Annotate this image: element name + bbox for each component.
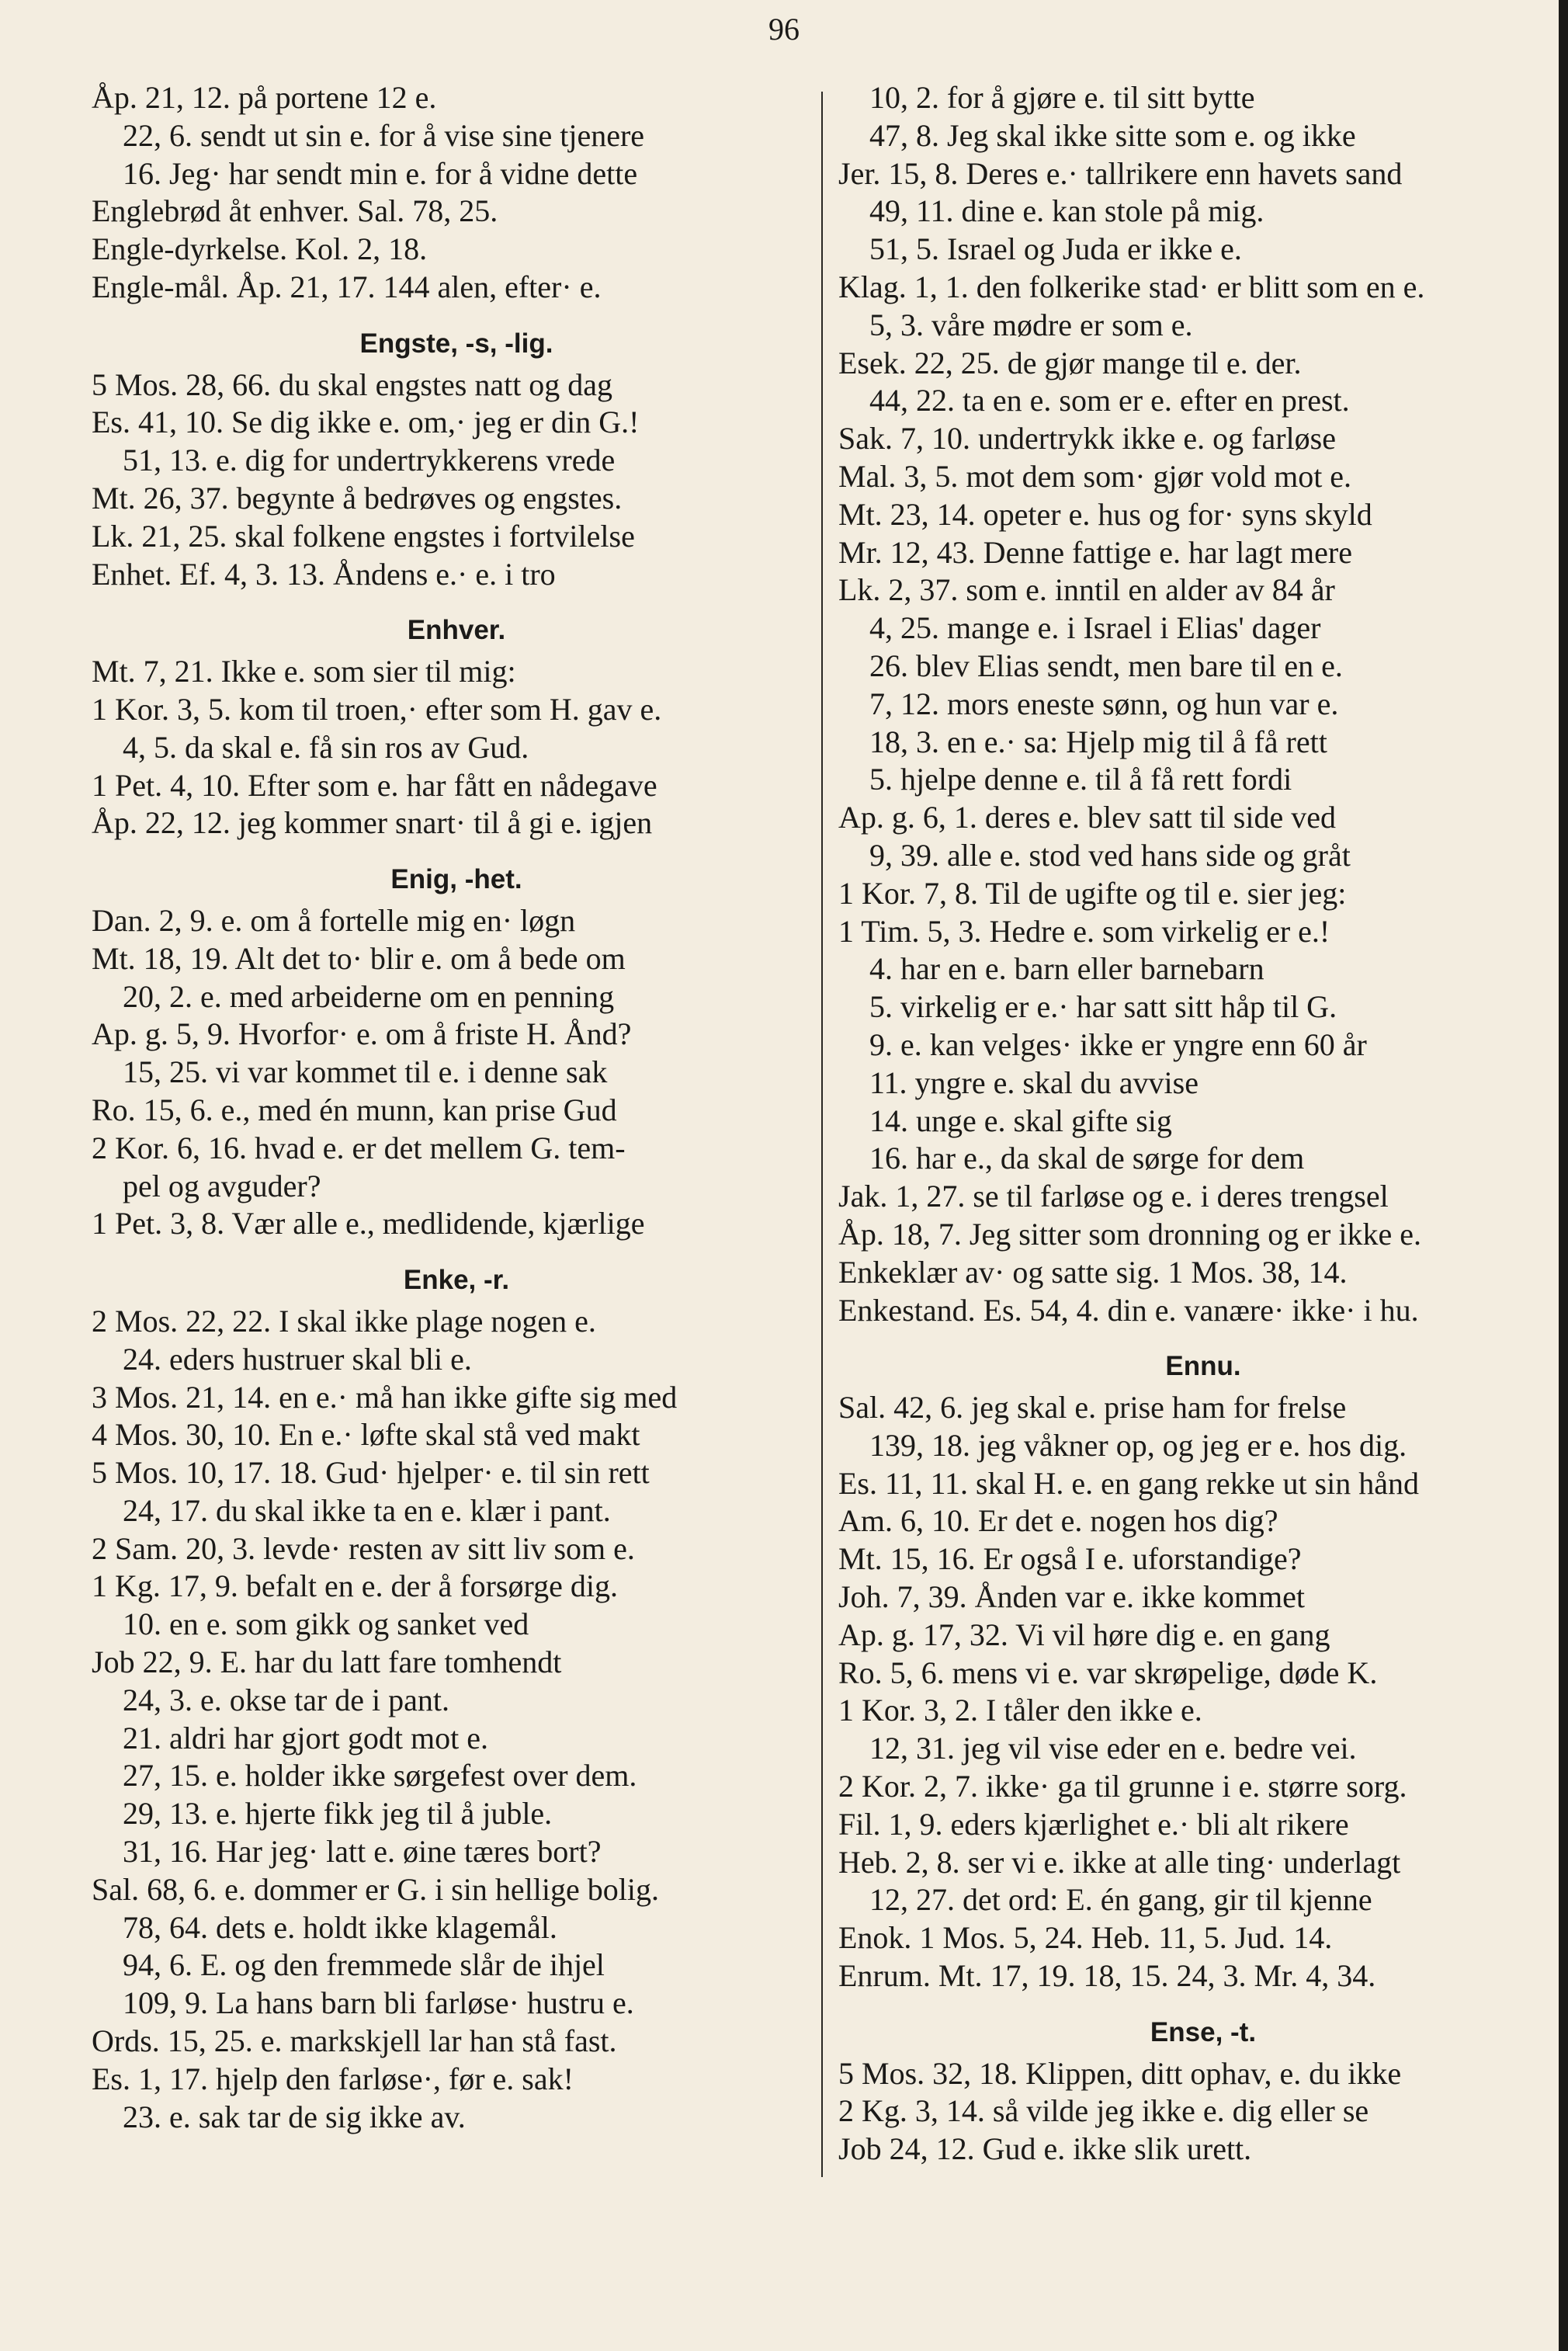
concordance-line: 5 Mos. 32, 18. Klippen, ditt ophav, e. du ikke <box>838 2055 1402 2091</box>
concordance-line: 44, 22. ta en e. som er e. efter en prest. <box>869 383 1350 418</box>
concordance-line: Engle-mål. Åp. 21, 17. 144 alen, efter· e. <box>92 269 602 304</box>
concordance-line: 49, 11. dine e. kan stole på mig. <box>869 193 1264 229</box>
concordance-line: 22, 6. sendt ut sin e. for å vise sine tjenere <box>123 117 645 153</box>
concordance-line: Lk. 21, 25. skal folkene engstes i fortvilelse <box>92 518 635 554</box>
concordance-line: Fil. 1, 9. eders kjærlighet e.· bli alt rikere <box>838 1806 1349 1842</box>
concordance-line: 20, 2. e. med arbeiderne om en penning <box>123 978 615 1014</box>
left-column <box>92 79 821 2136</box>
column-divider <box>821 92 823 2177</box>
concordance-line: 12, 31. jeg vil vise eder en e. bedre vei. <box>869 1731 1357 1766</box>
concordance-line: 5, 3. våre mødre er som e. <box>869 307 1193 342</box>
concordance-line: Mt. 7, 21. Ikke e. som sier til mig: <box>92 654 516 689</box>
page-number: 96 <box>768 12 800 47</box>
concordance-line: Engle-dyrkelse. Kol. 2, 18. <box>92 231 428 267</box>
concordance-line: 11. yngre e. skal du avvise <box>869 1064 1199 1100</box>
concordance-line: 14. unge e. skal gifte sig <box>869 1103 1172 1138</box>
concordance-line: 5 Mos. 10, 17. 18. Gud· hjelper· e. til sin rett <box>92 1455 650 1491</box>
concordance-line: Ro. 15, 6. e., med én munn, kan prise Gud <box>92 1092 617 1127</box>
concordance-line: 4. har en e. barn eller barnebarn <box>869 951 1264 987</box>
concordance-line: Mt. 15, 16. Er også I e. uforstandige? <box>838 1541 1302 1577</box>
concordance-line: Mt. 26, 37. begynte å bedrøves og engstes. <box>92 480 623 516</box>
entry-heading: Engste, -s, -lig. <box>359 328 553 359</box>
concordance-line: 9, 39. alle e. stod ved hans side og gråt <box>869 837 1351 873</box>
concordance-line: Ords. 15, 25. e. markskjell lar han stå fast. <box>92 2023 617 2059</box>
concordance-line: 4, 5. da skal e. få sin ros av Gud. <box>123 729 529 765</box>
concordance-line: Sal. 68, 6. e. dommer er G. i sin hellige bolig. <box>92 1871 659 1907</box>
entry-heading: Ennu. <box>1165 1351 1241 1382</box>
concordance-line: Åp. 22, 12. jeg kommer snart· til å gi e. igjen <box>92 805 653 841</box>
concordance-line: Esek. 22, 25. de gjør mange til e. der. <box>838 345 1302 380</box>
concordance-line: 16. Jeg· har sendt min e. for å vidne dette <box>123 155 638 191</box>
concordance-line: Enkeklær av· og satte sig. 1 Mos. 38, 14. <box>838 1254 1348 1290</box>
concordance-line: Es. 11, 11. skal H. e. en gang rekke ut sin hånd <box>838 1465 1419 1501</box>
concordance-line: 109, 9. La hans barn bli farløse· hustru e. <box>123 1985 634 2021</box>
concordance-line: 94, 6. E. og den fremmede slår de ihjel <box>123 1947 605 1983</box>
concordance-line: 15, 25. vi var kommet til e. i denne sak <box>123 1054 608 1090</box>
concordance-line: Åp. 21, 12. på portene 12 e. <box>92 80 437 115</box>
concordance-line: 139, 18. jeg våkner op, og jeg er e. hos dig. <box>869 1427 1407 1463</box>
concordance-line: 18, 3. en e.· sa: Hjelp mig til å få rett <box>869 724 1327 759</box>
concordance-line: Jak. 1, 27. se til farløse og e. i deres trengsel <box>838 1179 1389 1214</box>
entry-heading: Ense, -t. <box>1150 2016 1257 2047</box>
concordance-line: Am. 6, 10. Er det e. nogen hos dig? <box>838 1503 1278 1539</box>
concordance-line: 26. blev Elias sendt, men bare til en e. <box>869 648 1343 683</box>
concordance-line: 2 Kg. 3, 14. så vilde jeg ikke e. dig eller se <box>838 2093 1369 2129</box>
concordance-line: Ap. g. 17, 32. Vi vil høre dig e. en gang <box>838 1617 1330 1652</box>
concordance-line: 1 Pet. 3, 8. Vær alle e., medlidende, kjærlige <box>92 1206 645 1241</box>
concordance-line: 5. hjelpe denne e. til å få rett fordi <box>869 762 1292 797</box>
concordance-line: 51, 13. e. dig for undertrykkerens vrede <box>123 443 616 478</box>
concordance-line: 31, 16. Har jeg· latt e. øine tæres bort? <box>123 1834 602 1870</box>
concordance-line: 24. eders hustruer skal bli e. <box>123 1341 472 1377</box>
concordance-line: Es. 41, 10. Se dig ikke e. om,· jeg er din G.! <box>92 405 640 440</box>
concordance-line: 21. aldri har gjort godt mot e. <box>123 1720 489 1755</box>
concordance-line: 1 Pet. 4, 10. Efter som e. har fått en nådegave <box>92 767 657 803</box>
concordance-line: Enok. 1 Mos. 5, 24. Heb. 11, 5. Jud. 14. <box>838 1920 1333 1956</box>
concordance-line: 4, 25. mange e. i Israel i Elias' dager <box>869 610 1321 646</box>
concordance-line: 47, 8. Jeg skal ikke sitte som e. og ikke <box>869 117 1356 153</box>
concordance-line: 1 Tim. 5, 3. Hedre e. som virkelig er e.! <box>838 913 1330 949</box>
concordance-line: 5. virkelig er e.· har satt sitt håp til G. <box>869 989 1337 1025</box>
concordance-line: Ro. 5, 6. mens vi e. var skrøpelige, døde K. <box>838 1655 1378 1690</box>
concordance-line: Joh. 7, 39. Ånden var e. ikke kommet <box>838 1579 1305 1615</box>
page-edge-shadow <box>1559 0 1568 2351</box>
concordance-line: Mt. 18, 19. Alt det to· blir e. om å bede om <box>92 940 626 976</box>
right-column <box>838 79 1568 2169</box>
concordance-line: pel og avguder? <box>123 1168 321 1203</box>
concordance-line: 10. en e. som gikk og sanket ved <box>123 1606 529 1642</box>
concordance-line: Lk. 2, 37. som e. inntil en alder av 84 år <box>838 572 1335 608</box>
concordance-line: Es. 1, 17. hjelp den farløse·, før e. sak! <box>92 2061 574 2096</box>
concordance-line: 5 Mos. 28, 66. du skal engstes natt og dag <box>92 366 613 402</box>
concordance-line: Englebrød åt enhver. Sal. 78, 25. <box>92 193 498 229</box>
concordance-line: 12, 27. det ord: E. én gang, gir til kjenne <box>869 1882 1372 1918</box>
concordance-line: Åp. 18, 7. Jeg sitter som dronning og er ikke e. <box>838 1216 1421 1252</box>
concordance-line: 10, 2. for å gjøre e. til sitt bytte <box>869 80 1255 115</box>
concordance-line: 23. e. sak tar de sig ikke av. <box>123 2099 466 2134</box>
concordance-line: Mt. 23, 14. opeter e. hus og for· syns skyld <box>838 496 1372 532</box>
concordance-line: Ap. g. 5, 9. Hvorfor· e. om å friste H. Ånd? <box>92 1016 632 1052</box>
concordance-line: Klag. 1, 1. den folkerike stad· er blitt som en e. <box>838 269 1425 304</box>
concordance-line: 78, 64. dets e. holdt ikke klagemål. <box>123 1909 557 1945</box>
concordance-line: 9. e. kan velges· ikke er yngre enn 60 år <box>869 1026 1367 1062</box>
concordance-line: 27, 15. e. holder ikke sørgefest over dem. <box>123 1758 637 1794</box>
concordance-line: 24, 3. e. okse tar de i pant. <box>123 1682 449 1717</box>
concordance-line: Sal. 42, 6. jeg skal e. prise ham for frelse <box>838 1390 1347 1426</box>
concordance-line: 3 Mos. 21, 14. en e.· må han ikke gifte sig med <box>92 1379 678 1415</box>
concordance-line: Enkestand. Es. 54, 4. din e. vanære· ikke· i hu. <box>838 1292 1419 1328</box>
concordance-line: Job 22, 9. E. har du latt fare tomhendt <box>92 1644 562 1680</box>
concordance-line: Enhet. Ef. 4, 3. 13. Åndens e.· e. i tro <box>92 556 556 592</box>
concordance-line: Mr. 12, 43. Denne fattige e. har lagt mere <box>838 534 1352 570</box>
concordance-line: 1 Kor. 3, 5. kom til troen,· efter som H. gav e. <box>92 691 662 727</box>
concordance-line: 2 Kor. 6, 16. hvad e. er det mellem G. tem- <box>92 1130 626 1165</box>
concordance-line: 1 Kg. 17, 9. befalt en e. der å forsørge dig. <box>92 1568 618 1604</box>
concordance-line: Dan. 2, 9. e. om å fortelle mig en· løgn <box>92 902 576 938</box>
concordance-line: 29, 13. e. hjerte fikk jeg til å juble. <box>123 1796 553 1832</box>
concordance-line: 1 Kor. 7, 8. Til de ugifte og til e. sier jeg: <box>838 875 1347 911</box>
concordance-line: Mal. 3, 5. mot dem som· gjør vold mot e. <box>838 458 1352 494</box>
concordance-line: Heb. 2, 8. ser vi e. ikke at alle ting· underlagt <box>838 1844 1401 1880</box>
entry-heading: Enhver. <box>407 615 506 646</box>
concordance-line: 2 Sam. 20, 3. levde· resten av sitt liv som e. <box>92 1530 635 1566</box>
concordance-line: Sak. 7, 10. undertrykk ikke e. og farløse <box>838 421 1336 457</box>
concordance-line: 4 Mos. 30, 10. En e.· løfte skal stå ved makt <box>92 1417 640 1453</box>
concordance-line: Job 24, 12. Gud e. ikke slik urett. <box>838 2131 1252 2167</box>
concordance-line: Enrum. Mt. 17, 19. 18, 15. 24, 3. Mr. 4, 34. <box>838 1958 1376 1994</box>
concordance-line: 1 Kor. 3, 2. I tåler den ikke e. <box>838 1693 1202 1728</box>
concordance-line: 2 Mos. 22, 22. I skal ikke plage nogen e. <box>92 1303 596 1339</box>
entry-heading: Enig, -het. <box>390 864 522 895</box>
concordance-line: 24, 17. du skal ikke ta en e. klær i pant. <box>123 1492 611 1528</box>
concordance-line: 2 Kor. 2, 7. ikke· ga til grunne i e. større sorg. <box>838 1769 1407 1804</box>
concordance-line: Ap. g. 6, 1. deres e. blev satt til side ved <box>838 800 1336 835</box>
concordance-line: 51, 5. Israel og Juda er ikke e. <box>869 231 1242 267</box>
concordance-line: 7, 12. mors eneste sønn, og hun var e. <box>869 686 1339 721</box>
entry-heading: Enke, -r. <box>403 1265 510 1296</box>
concordance-line: Jer. 15, 8. Deres e.· tallrikere enn havets sand <box>838 155 1403 191</box>
concordance-line: 16. har e., da skal de sørge for dem <box>869 1141 1305 1176</box>
